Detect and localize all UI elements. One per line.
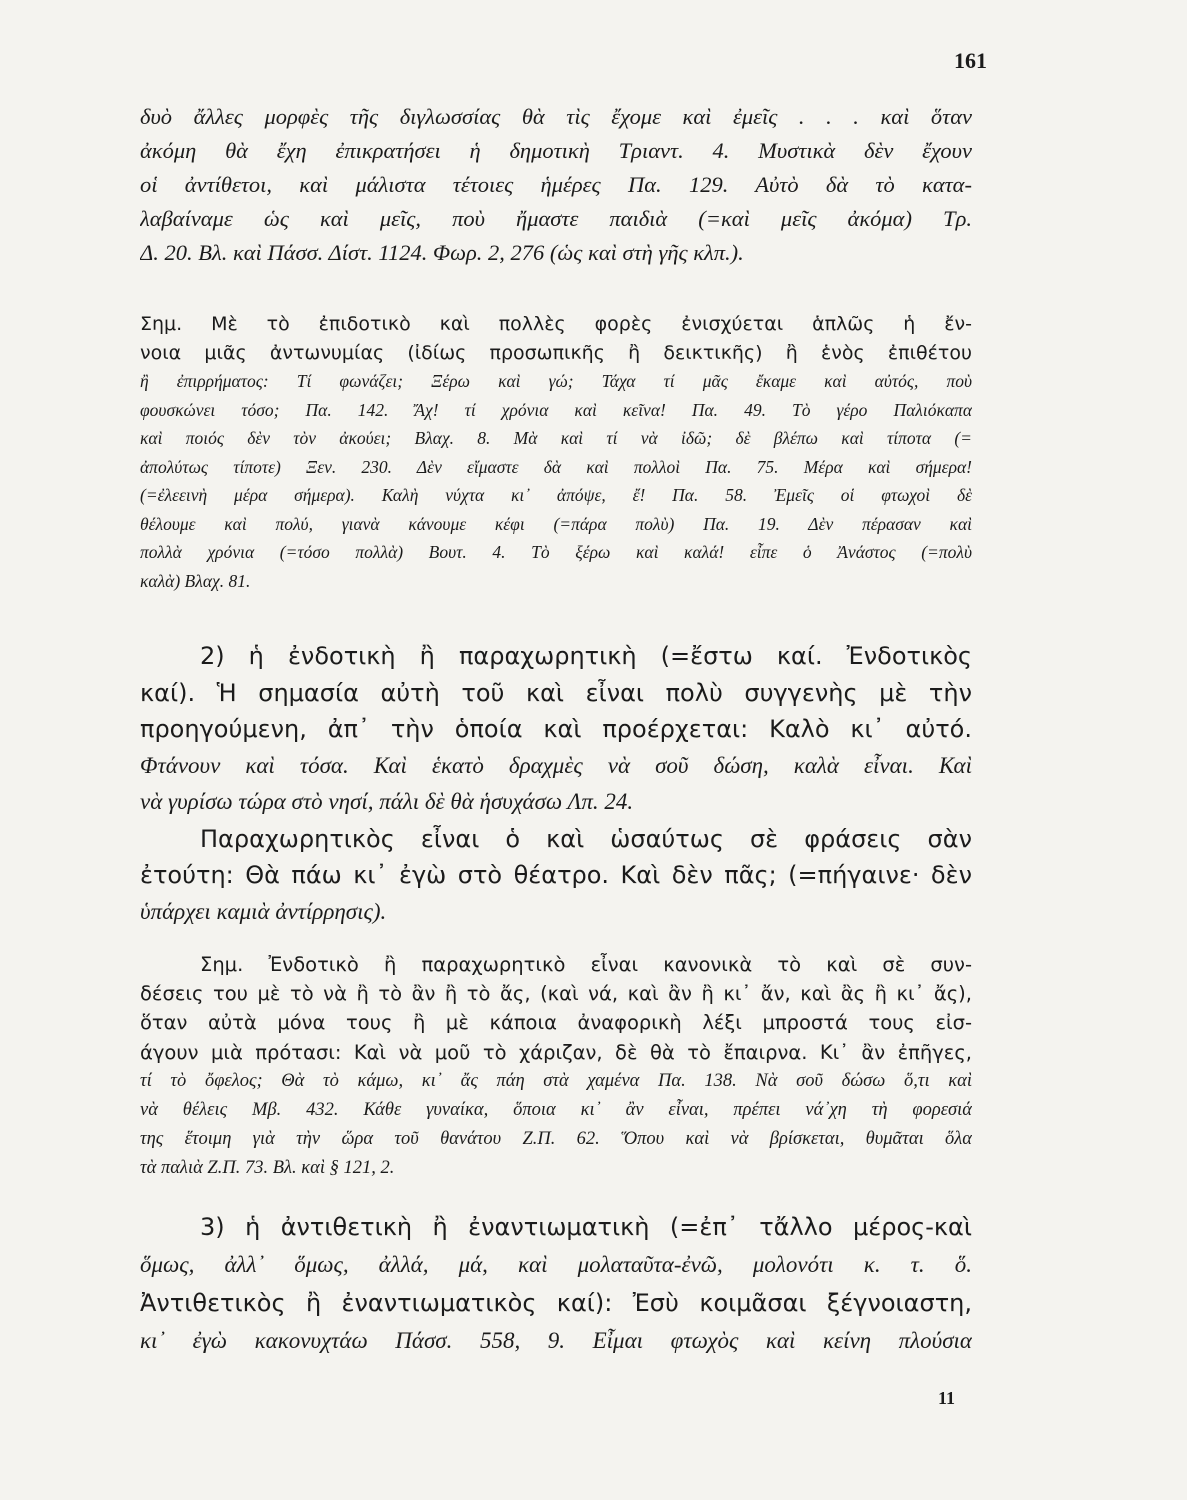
note-line: ἢ ἐπιρρήματος: Τί φωνάζει; Ξέρω καὶ γώ; Τάχα τί μᾶς ἔκαμε καὶ αὐτός, ποὺ — [140, 371, 972, 391]
text-line: λαβαίναμε ὡς καὶ μεῖς, ποὺ ἤμαστε παιδιὰ (=καὶ μεῖς ἀκόμα) Τρ. — [140, 206, 972, 231]
text-line: Ἀντιθετικὸς ἢ ἐναντιωματικὸς καί): Ἐσὺ κοιμᾶσαι ξέγνοιαστη, — [140, 1289, 972, 1317]
text-line: ἀκόμη θὰ ἔχη ἐπικρατήσει ἡ δημοτικὴ Τριαντ. 4. Μυστικὰ δὲν ἔχουν — [140, 138, 972, 163]
text-line: δυὸ ἄλλες μορφὲς τῆς διγλωσσίας θὰ τὶς ἔχομε καὶ ἐμεῖς . . . καὶ ὅταν — [140, 104, 972, 129]
note-block-1 — [140, 310, 972, 595]
note-line: νὰ θέλεις Μβ. 432. Κάθε γυναίκα, ὅποια κι᾽ ἂν εἶναι, πρέπει νά᾽χη τὴ φορεσιά — [140, 1099, 972, 1120]
note-line: ὅταν αὐτὰ μόνα τους ἢ μὲ κάποια ἀναφορικὴ λέξι μπροστά τους εἰσ- — [140, 1011, 972, 1035]
text-line: Δ. 20. Βλ. καὶ Πάσσ. Δίστ. 1124. Φωρ. 2, 276 (ὡς καὶ στὴ γῆς κλπ.). — [140, 240, 744, 265]
note-line: νοια μιᾶς ἀντωνυμίας (ἰδίως προσωπικῆς ἢ δεικτικῆς) ἢ ἑνὸς ἐπιθέτου — [140, 341, 972, 364]
note-line: τὰ παλιὰ Ζ.Π. 73. Βλ. καὶ § 121, 2. — [140, 1158, 395, 1179]
text-line: προηγούμενη, ἀπ᾽ τὴν ὁποία καὶ προέρχεται: Καλὸ κι᾽ αὐτό. — [140, 715, 972, 743]
text-line: ὅμως, ἀλλ᾽ ὅμως, ἀλλά, μά, καὶ μολαταῦτα-ἐνῶ, μολονότι κ. τ. ὅ. — [140, 1252, 972, 1277]
note-line: καλὰ) Βλαχ. 81. — [140, 570, 251, 591]
text-line: ὑπάρχει καμιὰ ἀντίρρησις). — [140, 898, 387, 924]
text-line: ἐτούτη: Θὰ πάω κι᾽ ἐγὼ στὸ θέατρο. Καὶ δὲν πᾶς; (=πήγαινε· δὲν — [140, 861, 972, 889]
page-number: 161 — [954, 48, 987, 73]
note-line: θέλουμε καὶ πολύ, γιανὰ κάνουμε κέφι (=πάρα πολὺ) Πα. 19. Δὲν πέρασαν καὶ — [140, 513, 972, 534]
section-3 — [140, 1208, 972, 1360]
note-line: δέσεις του μὲ τὸ νὰ ἢ τὸ ἂν ἢ τὸ ἄς, (καὶ νά, καὶ ἂν ἢ κι᾽ ἄν, καὶ ἂς ἢ κι᾽ ἄς), — [140, 982, 972, 1006]
text-line: νὰ γυρίσω τώρα στὸ νησί, πάλι δὲ θὰ ἡσυχάσω Λπ. 24. — [140, 789, 634, 814]
note-line: Σημ. Μὲ τὸ ἐπιδοτικὸ καὶ πολλὲς φορὲς ἐνισχύεται ἁπλῶς ἡ ἔν- — [140, 313, 972, 335]
note-line: ἀπολύτως τίποτε) Ξεν. 230. Δὲν εἴμαστε δὰ καὶ πολλοὶ Πα. 75. Μέρα καὶ σήμερα! — [140, 456, 972, 477]
section-heading-line: 2) ἡ ἐνδοτικὴ ἢ παραχωρητικὴ (=ἔστω καί. Ἐνδοτικὸς — [200, 642, 972, 670]
section-2 — [140, 638, 972, 930]
note-line: της ἕτοιμη γιὰ τὴν ὥρα τοῦ θανάτου Ζ.Π. 62. Ὅπου καὶ νὰ βρίσκεται, θυμᾶται ὅλα — [140, 1129, 972, 1150]
note-block-2 — [140, 950, 972, 1184]
section-heading-line: 3) ἡ ἀντιθετικὴ ἢ ἐναντιωματικὴ (=ἐπ᾽ τἄλλο μέρος-καὶ — [200, 1213, 972, 1241]
text-line: Φτάνουν καὶ τόσα. Καὶ ἑκατὸ δραχμὲς νὰ σοῦ δώση, καλὰ εἶναι. Καὶ — [140, 752, 972, 778]
note-line: άγουν μιὰ πρότασι: Καὶ νὰ μοῦ τὸ χάριζαν, δὲ θὰ τὸ ἔπαιρνα. Κι᾽ ἂν ἐπῆγες, — [140, 1040, 972, 1064]
text-line: Παραχωρητικὸς εἶναι ὁ καὶ ὡσαύτως σὲ φράσεις σὰν — [200, 824, 972, 853]
note-line: φουσκώνει τόσο; Πα. 142. Ἄχ! τί χρόνια καὶ κεῖνα! Πα. 49. Τὸ γέρο Παλιόκαπα — [140, 399, 972, 420]
note-line: πολλὰ χρόνια (=τόσο πολλὰ) Βουτ. 4. Τὸ ξέρω καὶ καλά! εἶπε ὁ Ἀνάστος (=πολὺ — [140, 542, 972, 562]
signature-mark: 11 — [937, 1388, 955, 1408]
note-line: καὶ ποιός δὲν τὸν ἀκούει; Βλαχ. 8. Μὰ καὶ τί νὰ ἰδῶ; δὲ βλέπω καὶ τίποτα (= — [140, 428, 972, 448]
text-line: οἱ ἀντίθετοι, καὶ μάλιστα τέτοιες ἡμέρες Πα. 129. Αὐτὸ δὰ τὸ κατα- — [140, 172, 972, 197]
paragraph-continuation — [140, 100, 972, 270]
text-line: κι᾽ ἐγὼ κακονυχτάω Πάσσ. 558, 9. Εἶμαι φτωχὸς καὶ κείνη πλούσια — [140, 1328, 972, 1353]
text-line: καί). Ἡ σημασία αὐτὴ τοῦ καὶ εἶναι πολὺ συγγενὴς μὲ τὴν — [140, 678, 972, 707]
note-line: Σημ. Ἐνδοτικὸ ἢ παραχωρητικὸ εἶναι κανονικὰ τὸ καὶ σὲ συν- — [200, 953, 972, 976]
note-line: τί τὸ ὄφελος; Θὰ τὸ κάμω, κι᾽ ἄς πάη στὰ χαμένα Πα. 138. Νὰ σοῦ δώσω ὅ,τι καὶ — [140, 1070, 972, 1091]
note-line: (=ἐλεεινὴ μέρα σήμερα). Καλὴ νύχτα κι᾽ ἀπόψε, ἔ! Πα. 58. Ἐμεῖς οἱ φτωχοὶ δὲ — [140, 485, 972, 505]
